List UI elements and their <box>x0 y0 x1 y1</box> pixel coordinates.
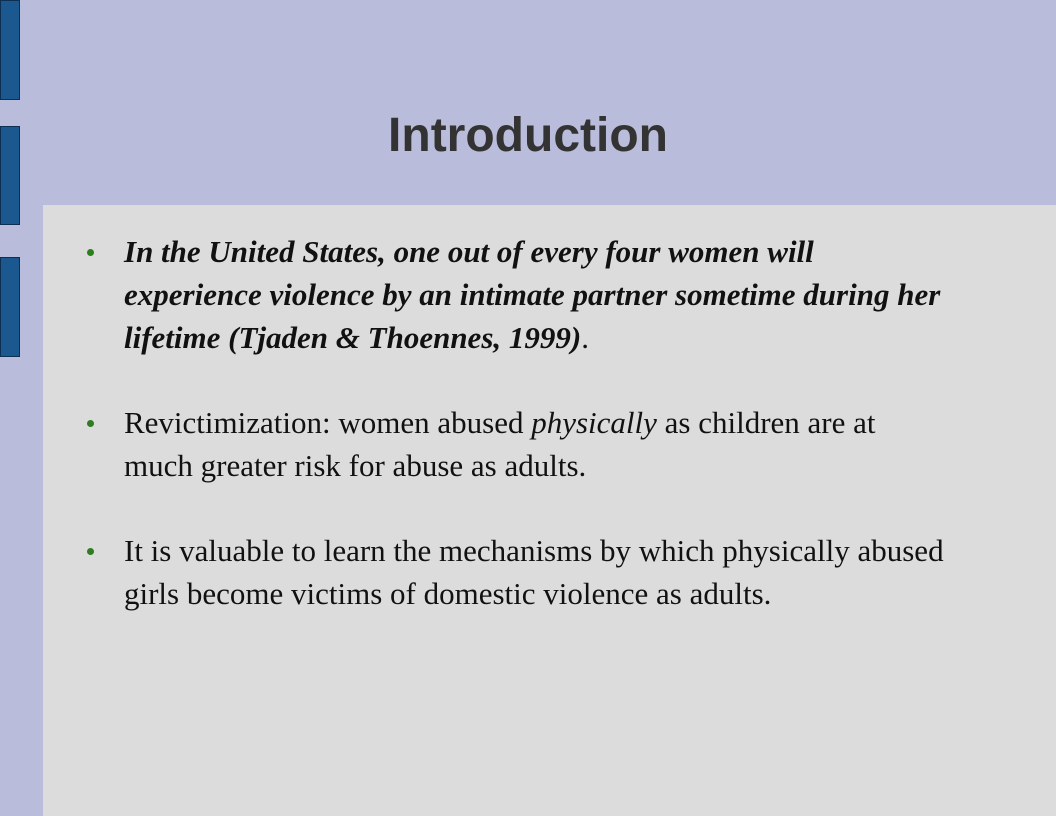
bullet-item-statistic <box>81 230 951 359</box>
slide-title: Introduction <box>388 109 668 162</box>
bullet-text-revictimization-end: as children are at much greater risk for abuse as adults. <box>124 405 876 483</box>
green-dot-icon <box>87 420 94 427</box>
bullet-list <box>81 230 951 657</box>
side-accent-bar-bottom <box>0 257 20 357</box>
bullet-trailing-period: . <box>581 320 589 355</box>
side-accent-bar-top <box>0 0 20 100</box>
green-dot-icon <box>87 548 94 555</box>
bullet-item-revictimization <box>81 401 951 487</box>
bullet-text-mechanisms: It is valuable to learn the mechanisms by which physically abused girls become victims of domestic violence as adults. <box>124 533 944 611</box>
bullet-text-revictimization-emphasis: physically <box>531 405 657 440</box>
slide-content-area <box>43 205 1056 816</box>
bullet-text-statistic: In the United States, one out of every four women will experience violence by an intimate partner sometime during her lifetime (Tjaden & Thoennes, 1999) <box>124 234 941 355</box>
green-dot-icon <box>87 249 94 256</box>
bullet-text-revictimization-start: Revictimization: women abused <box>124 405 532 440</box>
bullet-item-mechanisms <box>81 529 951 615</box>
